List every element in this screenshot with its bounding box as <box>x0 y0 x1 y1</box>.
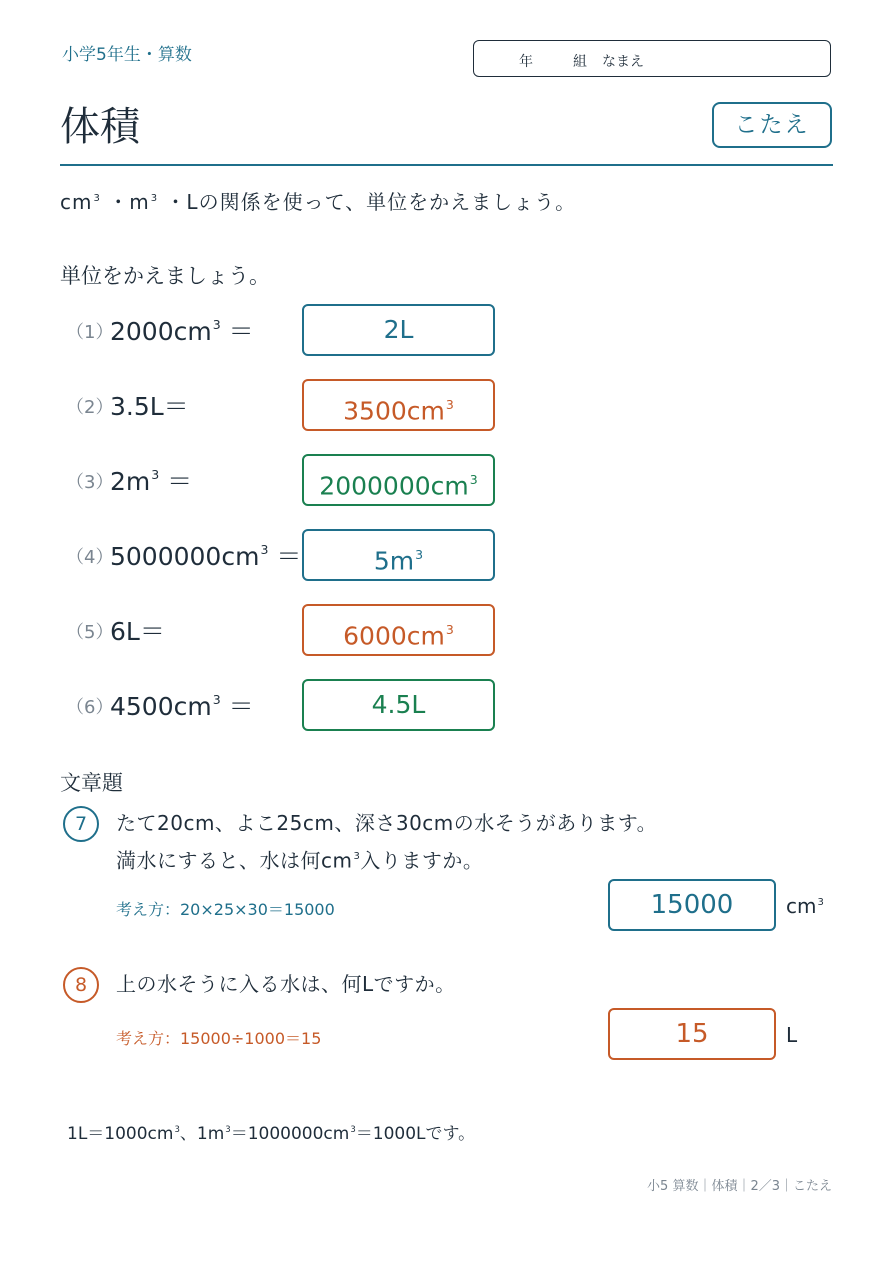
question-expression <box>110 312 254 348</box>
instructions <box>60 186 576 215</box>
name-label: なまえ <box>602 54 644 70</box>
answer-unit: L <box>786 1023 798 1047</box>
note-part-d: ＝1000Lです。 <box>355 1124 476 1144</box>
q5-answer: 6000cm <box>343 621 445 651</box>
wp7-line2 <box>116 840 657 878</box>
answer-box[interactable] <box>302 304 495 356</box>
question-expression <box>110 687 254 723</box>
note-sup-2: 3 <box>225 1124 231 1135</box>
wp7-line2-sup: 3 <box>353 851 361 862</box>
note-part-c: ＝1000000cm <box>230 1124 350 1144</box>
q1-answer: 2L <box>383 315 414 344</box>
question-expression <box>110 612 165 648</box>
q3-pre: 2m <box>110 467 151 496</box>
question-number: （3） <box>66 472 114 493</box>
wp7-unit-sup: 3 <box>817 896 824 908</box>
q5-pre: 6L＝ <box>110 617 165 646</box>
q3-answer: 2000000cm <box>319 471 469 501</box>
q6-pre: 4500cm <box>110 692 212 721</box>
section-heading-word-problems: 文章題 <box>60 771 123 795</box>
q1-post: ＝ <box>220 317 254 346</box>
question-number: （4） <box>66 547 114 568</box>
wp7-line2-pre: 満水にすると、水は何cm <box>116 848 353 873</box>
question-number: （6） <box>66 697 114 718</box>
solution-hint: 考え方：15000÷1000＝15 <box>116 1029 322 1048</box>
note-sup-1: 3 <box>174 1124 180 1135</box>
note-part-a: 1L＝1000cm <box>67 1124 174 1144</box>
q3-answer-sup: 3 <box>469 472 478 487</box>
conversion-note <box>67 1119 475 1144</box>
wp8-answer: 15 <box>675 1019 709 1049</box>
wp7-answer: 15000 <box>650 890 734 920</box>
question-expression <box>110 387 189 423</box>
answer-badge: こたえ <box>712 102 832 148</box>
problem-number-circle: 7 <box>63 806 99 842</box>
year-label: 年 <box>519 54 533 70</box>
q4-pre: 5000000cm <box>110 542 260 571</box>
problem-number-circle: 8 <box>63 967 99 1003</box>
solution-hint: 考え方：20×25×30＝15000 <box>116 900 335 919</box>
wp7-line1: たて20cm、よこ25cm、深さ30cmの水そうがあります。 <box>116 811 658 835</box>
q2-pre: 3.5L＝ <box>110 392 189 421</box>
answer-box[interactable] <box>302 454 495 506</box>
q3-sup: 3 <box>151 467 160 483</box>
q1-pre: 2000cm <box>110 317 212 346</box>
word-problem-text: 上の水そうに入る水は、何Lですか。 <box>116 972 456 996</box>
answer-box[interactable] <box>302 679 495 731</box>
q4-sup: 3 <box>260 542 269 558</box>
q6-answer: 4.5L <box>371 690 426 719</box>
q6-post: ＝ <box>220 692 254 721</box>
question-number: （2） <box>66 397 114 418</box>
note-sup-3: 3 <box>350 1124 356 1135</box>
page-title: 体積 <box>60 104 140 150</box>
wp7-unit: cm <box>786 894 817 918</box>
intro-cm: cm <box>60 190 93 214</box>
q1-sup: 3 <box>212 317 221 333</box>
section-heading-units: 単位をかえましょう。 <box>60 264 270 288</box>
note-part-b: 、1m <box>179 1124 225 1144</box>
answer-box[interactable] <box>302 604 495 656</box>
answer-box[interactable] <box>302 529 495 581</box>
answer-unit <box>786 894 824 918</box>
question-number: （1） <box>66 322 114 343</box>
subject-grade-label: 小学5年生・算数 <box>62 45 192 65</box>
word-problem-text <box>116 807 657 878</box>
answer-box[interactable] <box>608 879 776 931</box>
question-expression <box>110 462 192 498</box>
intro-m: ・m <box>108 190 150 214</box>
question-expression <box>110 537 301 573</box>
q2-answer-sup: 3 <box>445 397 454 412</box>
title-divider <box>60 164 833 166</box>
q5-answer-sup: 3 <box>445 622 454 637</box>
page-footer: 小5 算数｜体積｜2／3｜こたえ <box>647 1179 832 1194</box>
question-number: （5） <box>66 622 114 643</box>
q3-post: ＝ <box>159 467 193 496</box>
wp7-line2-post: 入りますか。 <box>360 848 484 873</box>
name-field-box[interactable] <box>473 40 831 77</box>
answer-box[interactable] <box>608 1008 776 1060</box>
q6-sup: 3 <box>212 692 221 708</box>
class-label: 組 <box>573 54 587 70</box>
intro-rest: ・Lの関係を使って、単位をかえましょう。 <box>165 190 577 214</box>
q2-answer: 3500cm <box>343 396 445 426</box>
intro-sup-1: 3 <box>93 192 101 204</box>
answer-box[interactable] <box>302 379 495 431</box>
q4-answer: 5m <box>373 546 415 576</box>
intro-sup-2: 3 <box>150 192 159 204</box>
q4-post: ＝ <box>268 542 302 571</box>
q4-answer-sup: 3 <box>415 547 424 562</box>
